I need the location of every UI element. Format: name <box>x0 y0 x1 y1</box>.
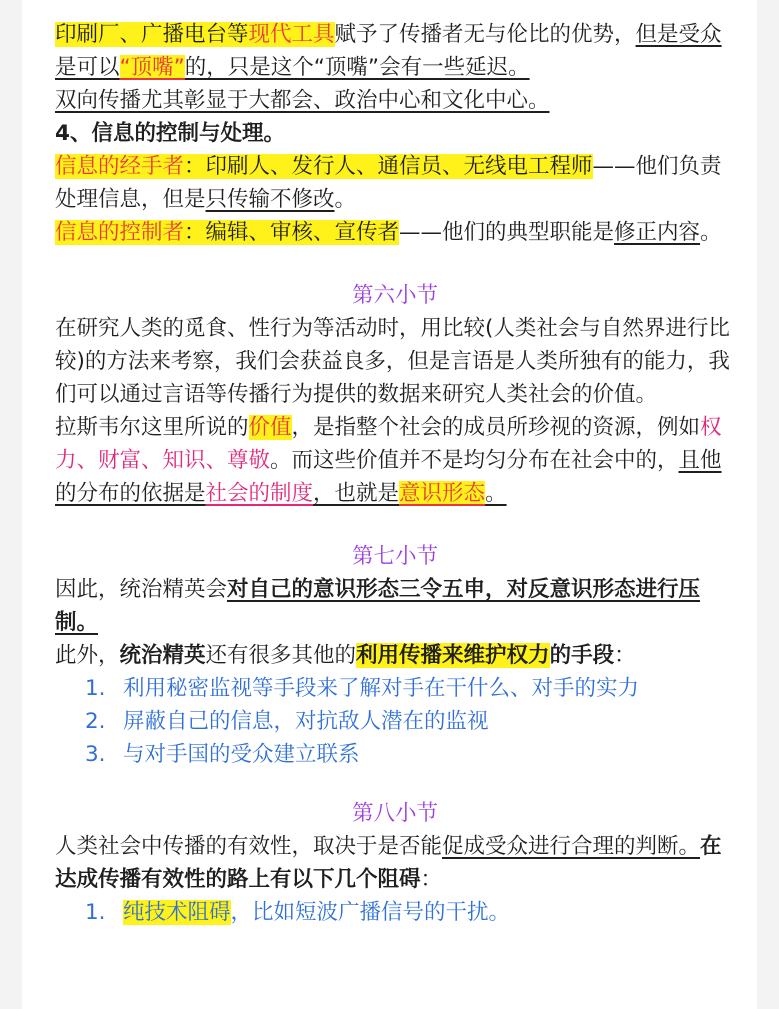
list-item <box>55 705 735 738</box>
paragraph-controllers <box>55 216 735 249</box>
bold-highlight-text: 利用传播来维护权力 <box>356 643 550 668</box>
highlight-text: 纯技术阻碍 <box>123 900 231 925</box>
list-text: 利用秘密监视等手段来了解对手在干什么、对手的实力 <box>123 676 640 701</box>
highlight-red-text: 意识形态 <box>399 481 486 506</box>
paragraph-elite <box>55 573 735 639</box>
paragraph-comparison: 在研究人类的觅食、性行为等活动时，用比较(人类社会与自然界进行比较)的方法来考察，我们会获益良多，但是言语是人类所独有的能力，我们可以通过言语等传播行为提供的数据来研究人类社会的价值。 <box>55 316 730 407</box>
bold-text: 在达成传播有效性的路上有以下几个阻碍 <box>55 834 722 892</box>
text-span: 因此，统治精英会 <box>55 577 228 602</box>
underlined-text: 的，只是这个“顶嘴”会有一些延迟。 <box>184 55 530 80</box>
text-span: 拉斯韦尔这里所说的 <box>55 415 249 440</box>
list-text: 屏蔽自己的信息，对抗敌人潜在的监视 <box>123 709 489 734</box>
section-title-control: 4、信息的控制与处理。 <box>55 121 285 146</box>
text-span: ——他们负责处理信息，但是 <box>55 154 722 212</box>
list-number: 1. <box>85 900 106 925</box>
paragraph-modern-tools <box>55 18 735 84</box>
heading-section-7: 第七小节 <box>351 544 438 569</box>
list-item <box>55 896 735 929</box>
underlined-text: 促成受众进行合理的判断。 <box>442 834 701 859</box>
highlight-text: ：印刷人、发行人、通信员、无线电工程师 <box>184 154 593 179</box>
highlight-text: 印刷厂、广播电台等 <box>55 22 249 47</box>
highlight-red-text: “顶嘴” <box>119 55 185 80</box>
paragraph-two-way: 双向传播尤其彰显于大都会、政治中心和文化中心。 <box>55 88 550 113</box>
list-number: 3. <box>85 742 106 767</box>
text-span: 还有很多其他的 <box>205 643 357 668</box>
paragraph-handlers <box>55 150 735 216</box>
list-item <box>55 738 735 771</box>
text-span: 赋予了传播者无与伦比的优势， <box>334 22 636 47</box>
underlined-text: 但是受众是可以 <box>55 22 722 80</box>
list-item <box>55 672 735 705</box>
highlight-red-text: 价值 <box>248 415 292 440</box>
obstacle-list <box>55 896 735 929</box>
document-content <box>55 18 735 929</box>
list-number: 2. <box>85 709 106 734</box>
heading-section-8: 第八小节 <box>351 801 438 826</box>
text-span: ，比如短波广播信号的干扰。 <box>230 900 511 925</box>
text-span: ： <box>614 643 636 668</box>
means-list <box>55 672 735 771</box>
list-number: 1. <box>85 676 106 701</box>
pink-underlined-text: 社会的制度 <box>205 481 314 506</box>
list-text: 与对手国的受众建立联系 <box>123 742 360 767</box>
spacer <box>55 249 735 279</box>
underlined-text: 修正内容 <box>614 220 701 245</box>
text-span: 。而这些价值并不是均匀分布在社会中的， <box>270 448 679 473</box>
text-span: 。 <box>334 187 357 212</box>
highlight-red-text: 现代工具 <box>248 22 335 47</box>
bold-underlined-text: 对自己的意识形态三令五申，对反意识形态进行压制。 <box>55 577 701 635</box>
spacer <box>55 771 735 797</box>
highlight-text: ：编辑、审核、宣传者 <box>184 220 400 245</box>
underlined-text: 。 <box>485 481 507 506</box>
paragraph-means <box>55 639 735 672</box>
heading-section-6: 第六小节 <box>351 283 438 308</box>
bold-text: 统治精英 <box>119 643 206 668</box>
paragraph-value <box>55 411 735 510</box>
underlined-text: 只传输不修改 <box>205 187 335 212</box>
list-text <box>123 896 510 929</box>
paragraph-effectiveness <box>55 830 735 896</box>
underlined-text: ，也就是 <box>313 481 400 506</box>
highlight-red-text: 信息的经手者 <box>55 154 185 179</box>
text-span: ——他们的典型职能是 <box>399 220 615 245</box>
text-span: ： <box>420 867 443 892</box>
spacer <box>55 510 735 540</box>
text-span: 。 <box>700 220 722 245</box>
highlight-red-text: 信息的控制者 <box>55 220 185 245</box>
text-span: 此外， <box>55 643 120 668</box>
text-span: 人类社会中传播的有效性，取决于是否能 <box>55 834 443 859</box>
text-span: ，是指整个社会的成员所珍视的资源，例如 <box>291 415 701 440</box>
bold-text: 的手段 <box>549 643 615 668</box>
pink-text: 权力、财富、知识、尊敬 <box>55 415 722 473</box>
underlined-text: 且他的分布的依据是 <box>55 448 722 506</box>
